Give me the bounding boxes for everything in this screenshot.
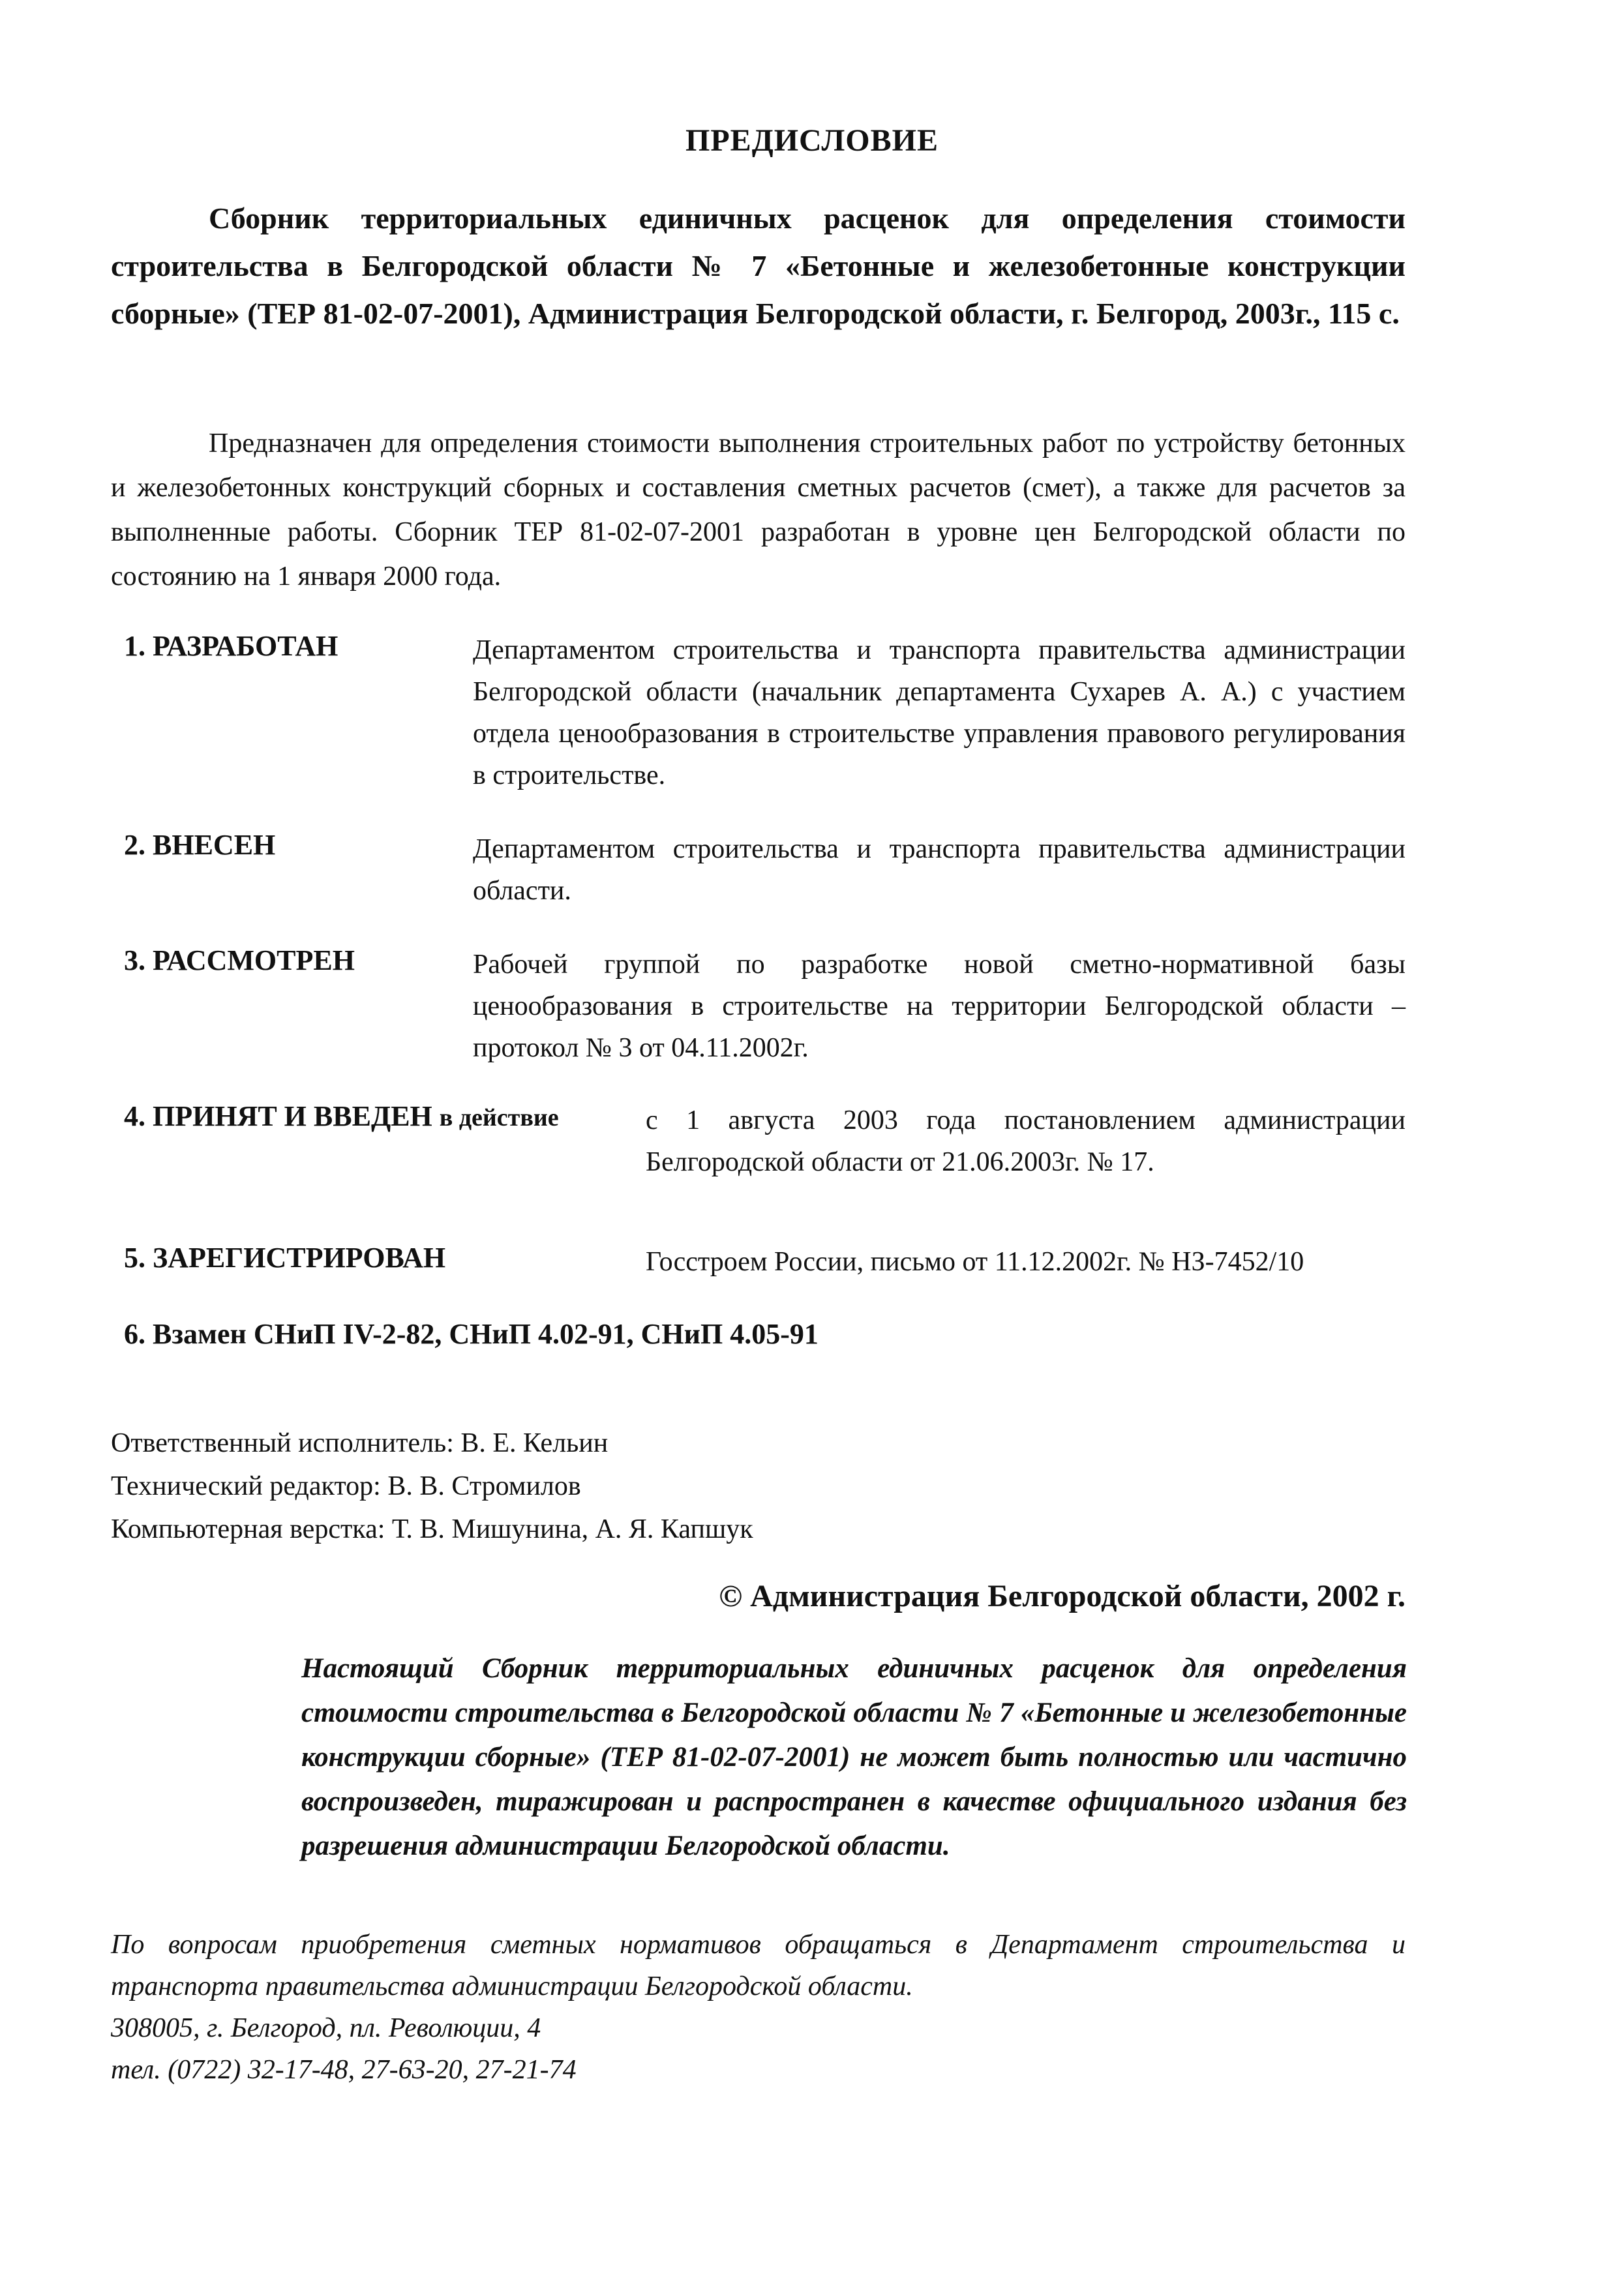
item-label: 2. ВНЕСЕН: [124, 829, 276, 861]
credit-line: Технический редактор: В. В. Стромилов: [111, 1471, 581, 1501]
contact-block: [111, 1924, 1406, 2091]
item-label: 5. ЗАРЕГИСТРИРОВАН: [124, 1242, 446, 1274]
item-text: Департаментом строительства и транспорта правительства администрации Белгородской области (начальник департамента Сухарев А. А.) с участием отдела ценообразования в строительстве управления правового регулирования в строительстве.: [473, 635, 1406, 790]
bibliographic-description: Сборник территориальных единичных расценок для определения стоимости строительства в Белгородской области № 7 «Бетонные и железобетонные конструкции сборные» (ТЕР 81-02-07-2001), Администрация Белгородской области, г. Белгород, 2003г., 115 с.: [111, 202, 1406, 330]
item-text: Департаментом строительства и транспорта правительства администрации области.: [473, 834, 1406, 906]
reproduction-notice: Настоящий Сборник территориальных единичных расценок для определения стоимости строительства в Белгородской области № 7 «Бетонные и железобетонные конструкции сборные» (ТЕР 81-02-07-2001) не может быть полностью или частично воспроизведен, тиражирован и распространен в качестве официального издания без разрешения администрации Белгородской области.: [301, 1653, 1407, 1861]
credits-block: [111, 1422, 753, 1551]
item-label: [124, 1100, 559, 1133]
page-title: ПРЕДИСЛОВИЕ: [685, 123, 939, 158]
credit-line: Ответственный исполнитель: В. Е. Кельин: [111, 1428, 609, 1458]
credit-line: Компьютерная верстка: Т. В. Мишунина, А. Я. Капшук: [111, 1514, 753, 1544]
purpose-paragraph: Предназначен для определения стоимости выполнения строительных работ по устройству бетонных и железобетонных конструкций сборных и составления сметных расчетов (смет), а также для расчетов за выполненные работы. Сборник ТЕР 81-02-07-2001 разработан в уровне цен Белгородской области по состоянию на 1 января 2000 года.: [111, 428, 1406, 591]
item-label: 3. РАССМОТРЕН: [124, 944, 355, 976]
item-replaces: 6. Взамен СНиП IV-2-82, СНиП 4.02-91, СНиП 4.05-91: [124, 1318, 819, 1350]
copyright-notice: © Администрация Белгородской области, 2002 г.: [719, 1579, 1406, 1613]
item-label-tail: в действие: [439, 1104, 559, 1131]
item-label-main: 4. ПРИНЯТ И ВВЕДЕН: [124, 1100, 432, 1132]
item-text: Рабочей группой по разработке новой сметно-нормативной базы ценообразования в строительстве на территории Белгородской области – протокол № 3 от 04.11.2002г.: [473, 950, 1406, 1063]
item-text: с 1 августа 2003 года постановлением администрации Белгородской области от 21.06.2003г. № 17.: [646, 1105, 1406, 1177]
contact-phone: тел. (0722) 32-17-48, 27-63-20, 27-21-74: [111, 2055, 577, 2085]
contact-text: По вопросам приобретения сметных нормативов обращаться в Департамент строительства и транспорта правительства администрации Белгородской области.: [111, 1930, 1406, 2001]
contact-address: 308005, г. Белгород, пл. Революции, 4: [111, 2013, 541, 2043]
item-label: 1. РАЗРАБОТАН: [124, 630, 338, 662]
item-text: Госстроем России, письмо от 11.12.2002г. № НЗ-7452/10: [646, 1247, 1304, 1277]
